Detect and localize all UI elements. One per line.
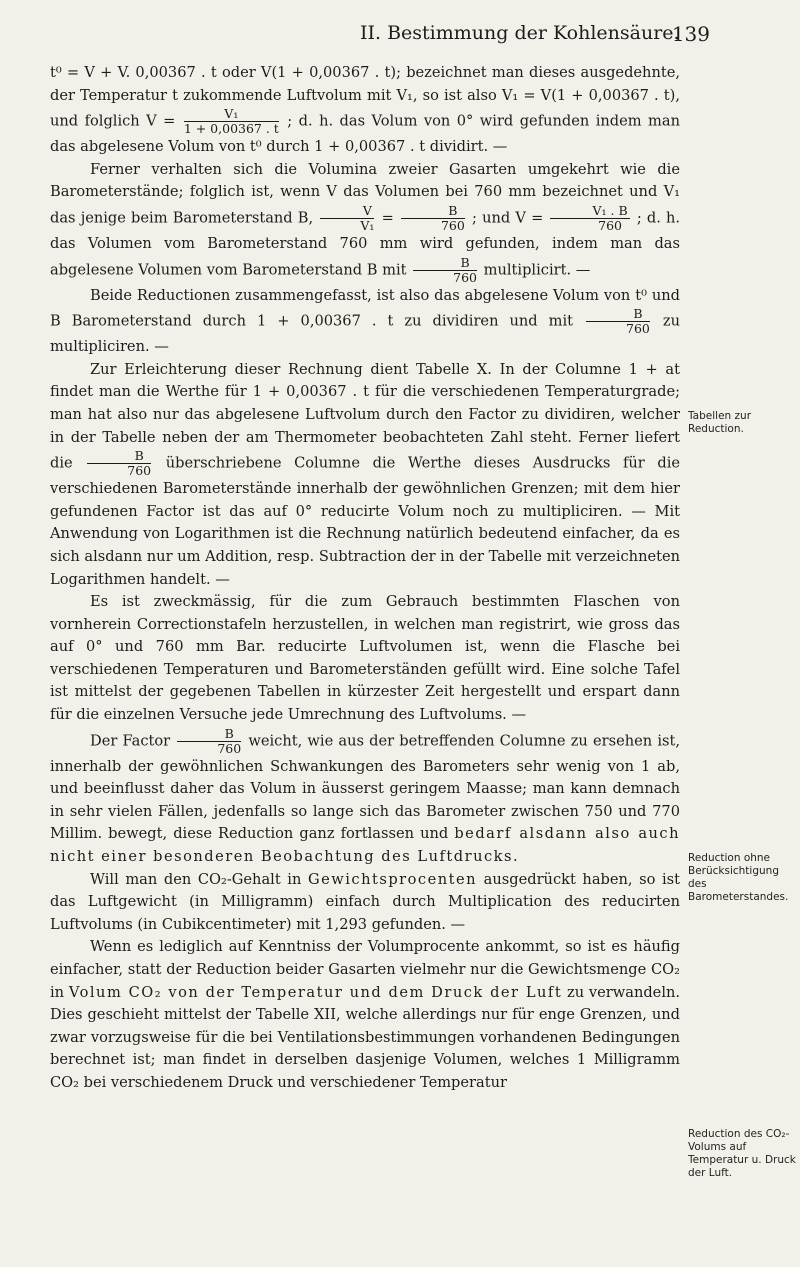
- fraction-b-over-760: $\frac{B}{760}$: [177, 727, 241, 756]
- fraction-b-over-760: $\frac{B}{760}$: [401, 204, 465, 233]
- fraction-b-over-760: $\frac{B}{760}$: [87, 449, 151, 478]
- paragraph-weight-percent: Will man den CO₂-Gehalt in Gewichtsprocenten ausgedrückt haben, so ist das Luftgewicht (in Milligramm) einfach durch Multiplication des reducirten Luftvolums (in Cubikcentimeter) mit 1,293 gefunden. —: [50, 870, 681, 933]
- paragraph-tabelle-x: Zur Erleichterung dieser Rechnung dient Tabelle X. In der Columne 1 + at findet man die Werthe für 1 + 0,00367 . t für die verschiedenen Temperaturgrade; man hat also nur das abgelesene Luftvolum durch den Factor zu dividiren, welcher in der Tabelle neben der am Thermometer beobachteten Zahl steht. Ferner liefert die $\frac{B}{760}$ überschriebene Columne die Werthe dieses Ausdrucks für die verschiedenen Barometerstände innerhalb der gewöhnlichen Grenzen; mit dem hier gefundenen Factor ist das auf 0° reducirte Volum noch zu multipliciren. — Mit Anwendung von Logarithmen ist die Rechnung natürlich bedeutend einfacher, da es sich alsdann nur um Addition, resp. Subtraction der in der Tabelle mit verzeichneten Logarithmen handelt. —: [50, 360, 680, 588]
- fraction-v1b-over-760: $\frac{\text{V₁ . B}}{760}$: [550, 204, 629, 233]
- fraction-v1-over-expansion: $\frac{\text{V₁}}{1 + 0,00367 . t}$: [183, 106, 279, 137]
- margin-note-reduction: Reduction ohne Berücksichtigung des Barometerstandes.: [688, 852, 789, 903]
- fraction-b-over-760: $\frac{B}{760}$: [413, 256, 477, 285]
- chapter-title: II. Bestimmung der Kohlensäure.: [360, 22, 680, 44]
- margin-note-tables: Tabellen zur Reduction.: [688, 410, 752, 435]
- fraction-v-over-v1: $\frac{V}{\text{V₁}}$: [320, 204, 374, 233]
- margin-note-co2-volume: Reduction des CO₂-Volums auf Temperatur u. Druck der Luft.: [688, 1128, 796, 1179]
- fraction-b-over-760: $\frac{B}{760}$: [586, 307, 650, 336]
- body-text: [50, 62, 680, 1095]
- paragraph-volume-percent: Wenn es lediglich auf Kenntniss der Volumprocente ankommt, so ist es häufig einfacher, statt der Reduction beider Gasarten vielmehr nur die Gewichtsmenge CO₂ in Volum CO₂ von der Temperatur und dem Druck der Luft zu verwandeln. Dies geschieht mittelst der Tabelle XII, welche allerdings nur für enge Grenzen, und zwar vorzugsweise für die bei Ventilationsbestimmungen vorhandenen Bedingungen berechnet ist; man findet in derselben dasjenige Volumen, welches 1 Milligramm CO₂ bei verschiedenem Druck und verschiedener Temperatur: [50, 938, 681, 1091]
- paragraph-temperature-reduction: t⁰ = V + V. 0,00367 . t oder V(1 + 0,00367 . t); bezeichnet man dieses ausgedehnte, der Temperatur t zukommende Luftvolum mit V₁, so ist also V₁ = V(1 + 0,00367 . t), und folglich V = $\frac{\text{V₁}}{1 + 0,00367 . t}$ ; d. h. das Volum von 0° wird gefunden indem man das abgelesene Volum von t⁰ durch 1 + 0,00367 . t dividirt. —: [50, 64, 680, 156]
- paragraph-pressure-reduction: Ferner verhalten sich die Volumina zweier Gasarten umgekehrt wie die Barometerstände; folglich ist, wenn V das Volumen bei 760 mm bezeichnet und V₁ das jenige beim Barometerstand B, $\frac{V}{\text{V₁}}$ = $\frac{B}{760}$ ; und V = $\frac{\text{V₁ . B}}{760}$ ; d. h. das Volumen vom Barometerstand 760 mm wird gefunden, indem man das abgelesene Volumen vom Barometerstand B mit $\frac{B}{760}$ multiplicirt. —: [50, 160, 681, 285]
- paragraph-combined-reduction: Beide Reductionen zusammengefasst, ist also das abgelesene Volum von t⁰ und B Barometerstand durch 1 + 0,00367 . t zu dividiren und mit $\frac{B}{760}$ zu multipliciren. —: [50, 286, 680, 356]
- paragraph-correction-tables: Es ist zweckmässig, für die zum Gebrauch bestimmten Flaschen von vornherein Correctionstafeln herzustellen, in welchen man registrirt, wie gross das auf 0° und 760 mm Bar. reducirte Luftvolumen ist, wenn die Flasche bei verschiedenen Temperaturen und Barometerständen gefüllt wird. Eine solche Tafel ist mittelst der gegebenen Tabellen in kürzester Zeit hergestellt und erspart dann für die einzelnen Versuche jede Umrechnung des Luftvolums. —: [50, 593, 680, 724]
- page-number: 139: [671, 22, 710, 46]
- paragraph-factor: Der Factor $\frac{B}{760}$ weicht, wie aus der betreffenden Columne zu ersehen ist, innerhalb der gewöhnlichen Schwankungen des Barometers sehr wenig von 1 ab, und beeinflusst daher das Volum in äusserst geringem Maasse; man kann demnach in sehr vielen Fällen, jedenfalls so lange sich das Barometer zwischen 750 und 770 Millim. bewegt, diese Reduction ganz fortlassen und bedarf alsdann also auch nicht einer besonderen Beobachtung des Luftdrucks.: [50, 725, 681, 866]
